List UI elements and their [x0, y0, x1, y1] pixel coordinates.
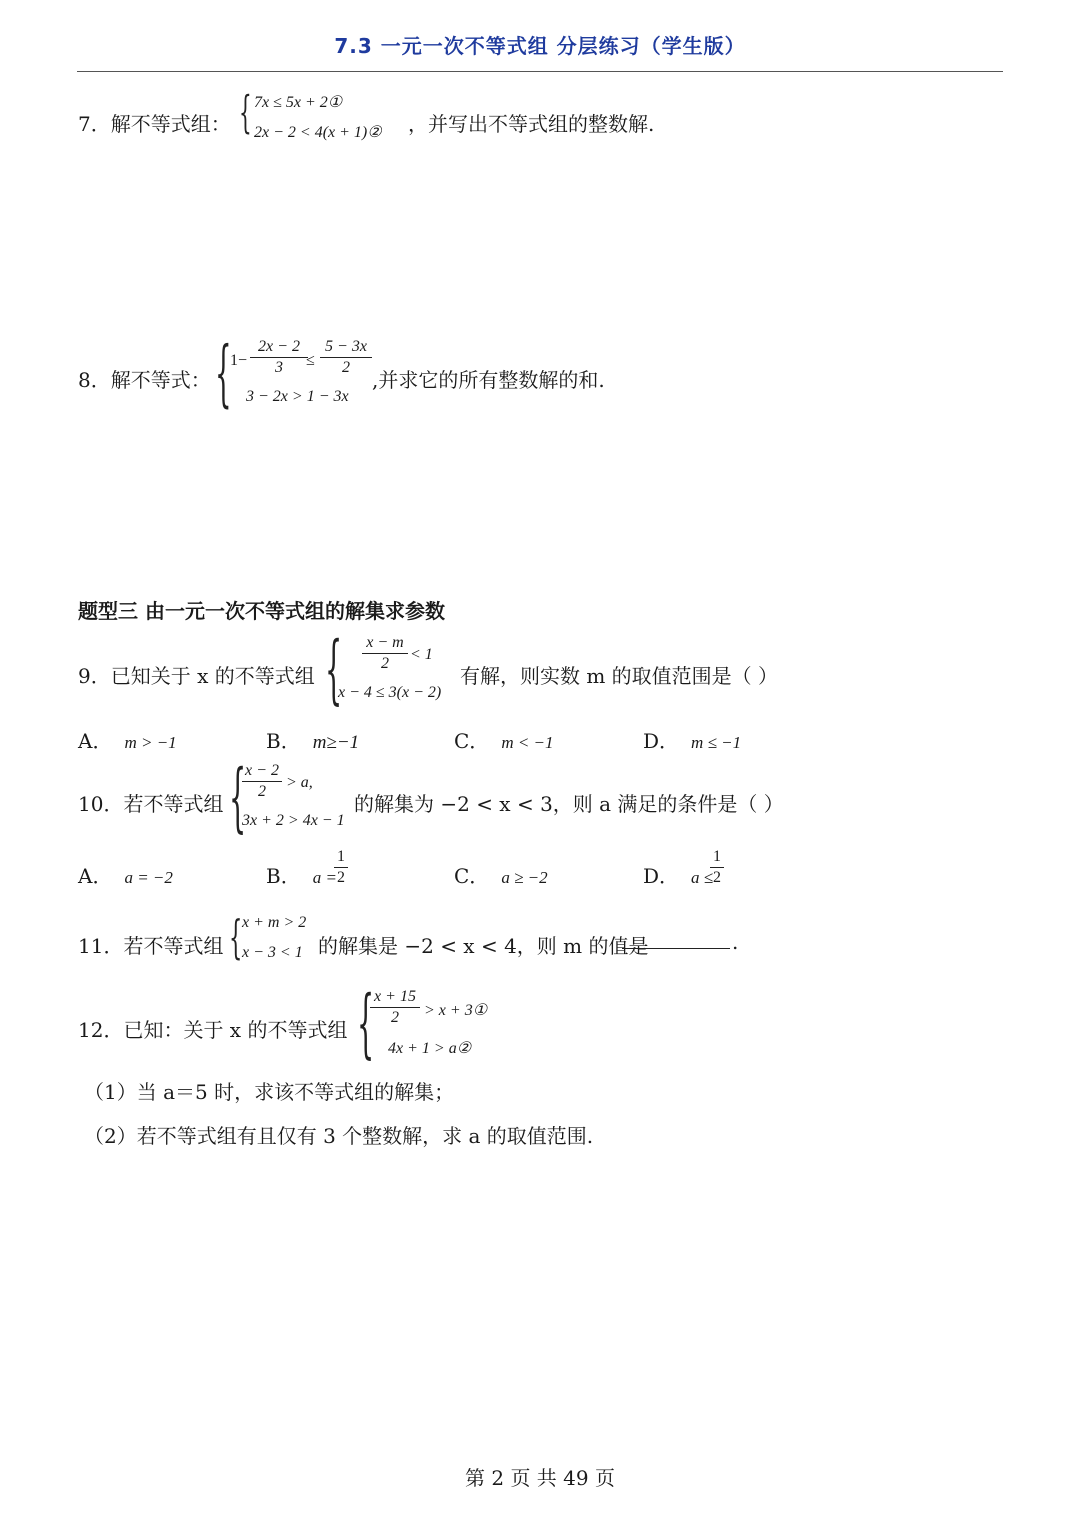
- page-footer: 第 2 页 共 49 页: [465, 1466, 615, 1490]
- q8-frac1-bar: [250, 357, 308, 358]
- q11-prefix: 11．若不等式组: [78, 934, 224, 958]
- q8-le: ≤: [306, 352, 315, 369]
- q10-option-a[interactable]: [78, 860, 173, 889]
- q12-part1: （1）当 a＝5 时，求该不等式组的解集；: [84, 1080, 455, 1104]
- q9-option-d-letter: D．: [643, 729, 680, 753]
- q9-prefix: 9．已知关于 x 的不等式组: [78, 664, 315, 688]
- q9-option-d[interactable]: [643, 725, 741, 754]
- q10-option-d[interactable]: [643, 860, 713, 889]
- q9-rhs1: < 1: [410, 646, 433, 663]
- q7-prefix: 7．解不等式组：: [78, 112, 231, 136]
- q10-frac-bar: [242, 781, 282, 782]
- q12-frac-den: 2: [391, 1009, 399, 1026]
- q9-frac-bar: [362, 653, 408, 654]
- q10-prefix: 10．若不等式组: [78, 792, 224, 816]
- q9-option-b[interactable]: [266, 725, 359, 754]
- q10-option-d-letter: D．: [643, 864, 680, 888]
- q9-option-b-text: m≥−1: [312, 732, 360, 753]
- q10-option-b-frac-bar: [334, 867, 348, 868]
- q7-line2: 2x − 2 < 4(x + 1)②: [254, 124, 382, 141]
- q10-option-b-letter: B．: [266, 864, 301, 888]
- q10-option-c-text: a ≥ −2: [501, 868, 548, 887]
- q12-frac-num: x + 15: [374, 988, 416, 1005]
- q9-frac: [362, 634, 408, 673]
- q8-frac1-den: 3: [275, 359, 283, 376]
- q10-option-b-frac: [334, 848, 348, 887]
- q9-option-c-text: m < −1: [501, 733, 554, 752]
- q11-line2: x − 3 < 1: [242, 944, 303, 961]
- q10-option-d-frac-den: 2: [713, 869, 721, 886]
- q10-option-d-text: a ≤: [691, 868, 714, 887]
- q10-option-a-text: a = −2: [124, 868, 173, 887]
- q12-brace: {: [357, 980, 375, 1068]
- q12-frac-bar: [370, 1007, 420, 1008]
- q10-option-c[interactable]: [454, 860, 548, 889]
- q10-option-a-letter: A．: [78, 864, 113, 888]
- q9-brace: {: [325, 626, 343, 714]
- q8-frac2: [320, 338, 372, 377]
- q9-frac-den: 2: [381, 655, 389, 672]
- q11-suffix: 的解集是 −2 < x < 4，则 m 的值是: [318, 934, 649, 958]
- q10-suffix: 的解集为 −2 < x < 3，则 a 满足的条件是（ ）: [354, 792, 784, 816]
- q10-rhs1: > a,: [286, 774, 313, 791]
- section-3-title: 题型三 由一元一次不等式组的解集求参数: [78, 599, 445, 623]
- q10-frac: [242, 762, 282, 801]
- q10-option-c-letter: C．: [454, 864, 490, 888]
- q7-suffix: ，并写出不等式组的整数解.: [408, 112, 655, 136]
- q10-option-b[interactable]: [266, 860, 337, 889]
- q10-option-d-frac: [710, 848, 724, 887]
- q8-line2: 3 − 2x > 1 − 3x: [246, 388, 349, 405]
- q9-suffix: 有解，则实数 m 的取值范围是（ ）: [460, 664, 779, 688]
- q9-option-c-letter: C．: [454, 729, 490, 753]
- q7-brace: {: [239, 88, 252, 139]
- q9-option-c[interactable]: [454, 725, 554, 754]
- q12-line2: 4x + 1 > a②: [388, 1040, 472, 1057]
- q8-frac1-num: 2x − 2: [258, 338, 300, 355]
- q11-answer-blank[interactable]: [622, 930, 730, 954]
- q8-frac2-num: 5 − 3x: [325, 338, 367, 355]
- q8-suffix: ,并求它的所有整数解的和.: [372, 368, 605, 392]
- q8-frac2-den: 2: [342, 359, 350, 376]
- q10-line2: 3x + 2 > 4x − 1: [242, 812, 345, 829]
- q10-brace: {: [229, 754, 247, 842]
- q10-frac-num: x − 2: [245, 762, 279, 779]
- q9-frac-num: x − m: [366, 634, 404, 651]
- q8-brace: {: [215, 330, 232, 415]
- q8-prefix: 8．解不等式：: [78, 368, 211, 392]
- q7-line1: 7x ≤ 5x + 2①: [254, 94, 343, 111]
- q10-option-d-frac-bar: [710, 867, 724, 868]
- q12-prefix: 12．已知：关于 x 的不等式组: [78, 1018, 348, 1042]
- q12-frac: [370, 988, 420, 1027]
- q10-option-d-frac-num: 1: [713, 848, 721, 865]
- q11-brace: {: [229, 910, 243, 964]
- q10-option-b-text: a =: [312, 868, 337, 887]
- q9-option-a[interactable]: [78, 725, 177, 754]
- q9-option-b-letter: B．: [266, 729, 301, 753]
- q9-option-a-letter: A．: [78, 729, 113, 753]
- q8-frac2-bar: [320, 357, 372, 358]
- page-header-title: 7.3 一元一次不等式组 分层练习（学生版）: [334, 34, 746, 58]
- q8-frac1: [250, 338, 308, 377]
- header-rule: [77, 71, 1003, 72]
- q10-option-b-frac-num: 1: [337, 848, 345, 865]
- q10-option-b-frac-den: 2: [337, 869, 345, 886]
- q8-one: 1−: [230, 352, 248, 369]
- q9-line2: x − 4 ≤ 3(x − 2): [338, 684, 442, 701]
- q9-option-a-text: m > −1: [124, 733, 177, 752]
- q11-end: .: [732, 930, 739, 954]
- q11-line1: x + m > 2: [242, 914, 307, 931]
- q12-part2: （2）若不等式组有且仅有 3 个整数解，求 a 的取值范围.: [84, 1124, 594, 1148]
- q10-frac-den: 2: [258, 783, 266, 800]
- q11-blank-line: [622, 930, 730, 949]
- q12-rhs1: > x + 3①: [424, 1002, 488, 1019]
- q9-option-d-text: m ≤ −1: [691, 733, 742, 752]
